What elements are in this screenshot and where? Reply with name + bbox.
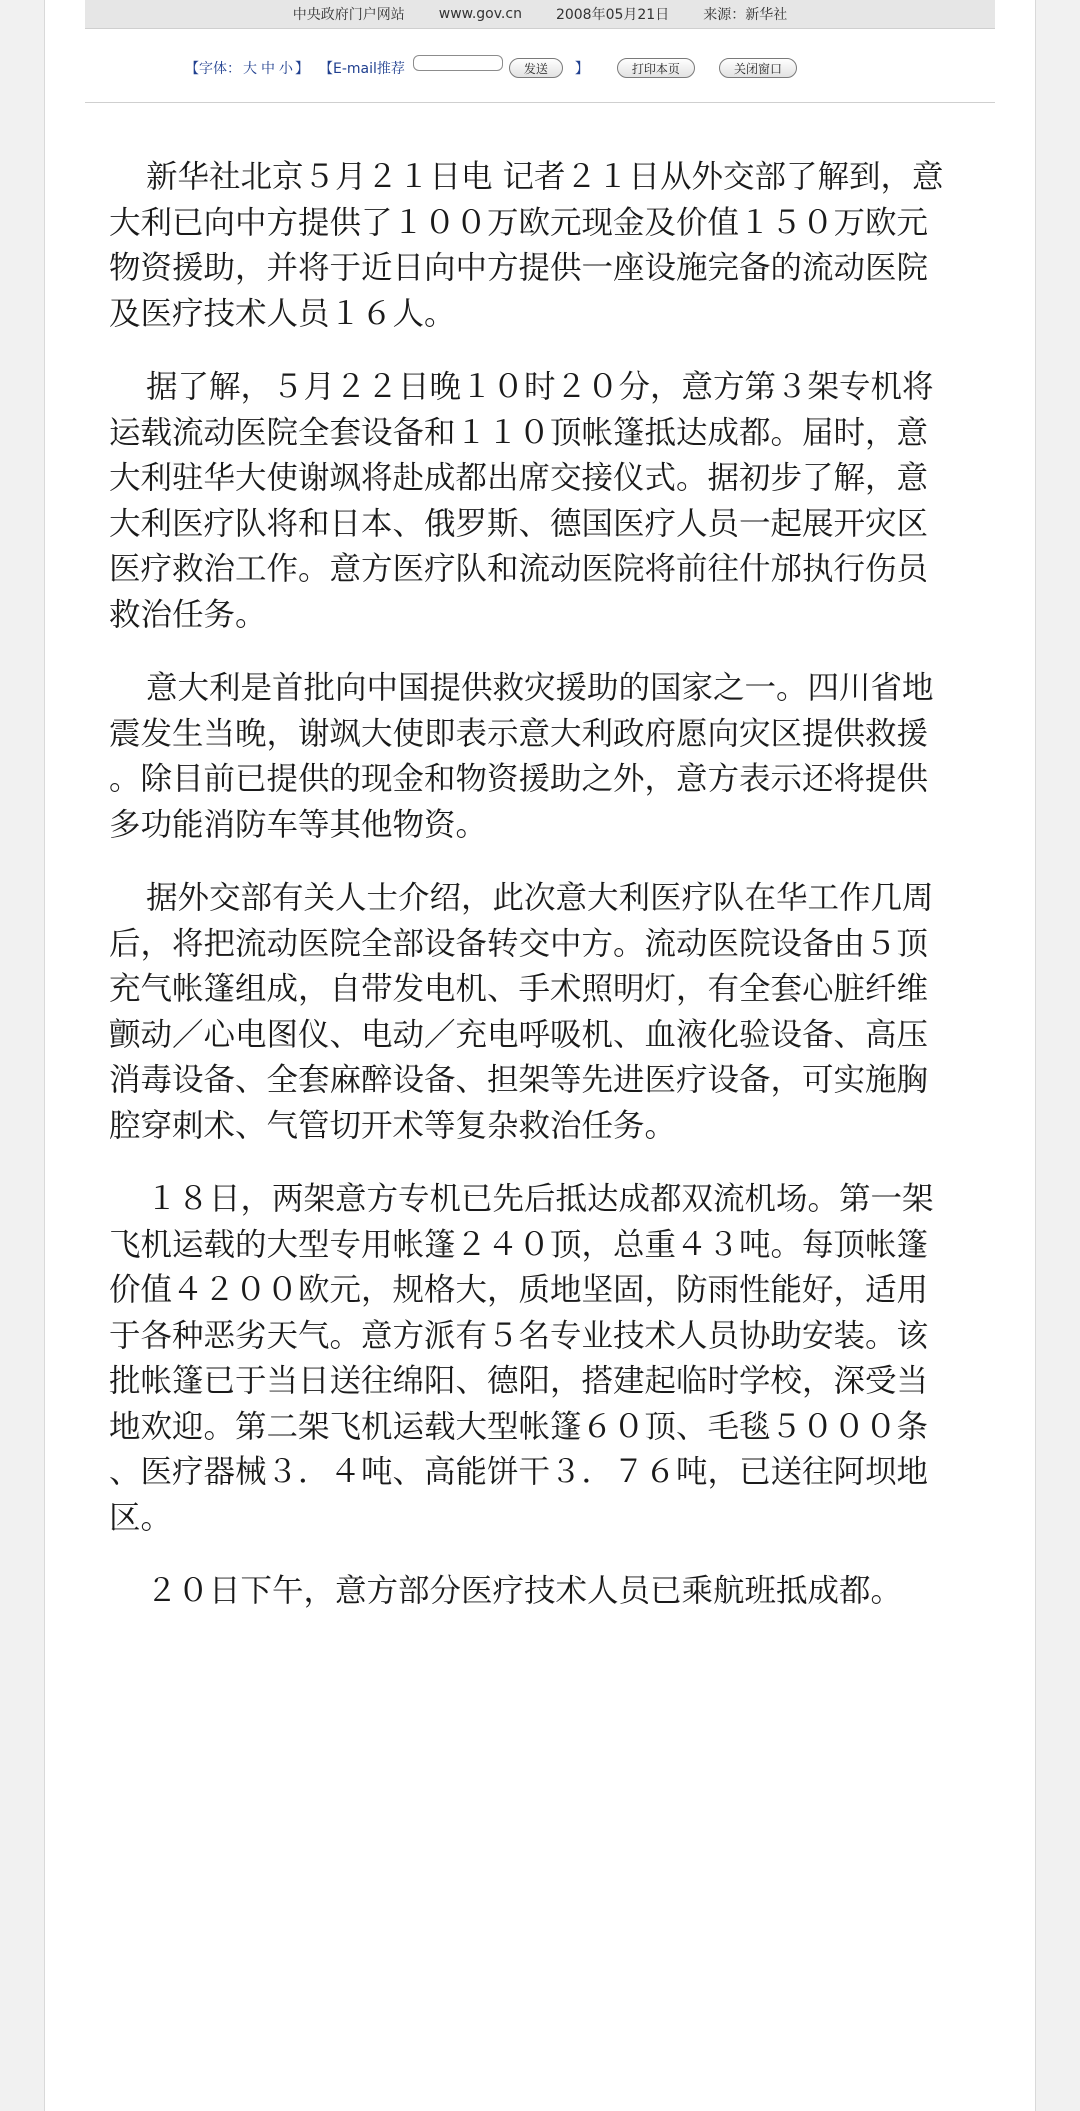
- publish-date: 2008年05月21日: [555, 7, 670, 23]
- send-button[interactable]: 发送: [509, 58, 563, 78]
- font-size-label: 字体：: [199, 61, 241, 77]
- email-bracket-open: 【: [319, 61, 333, 77]
- article-page: [44, 0, 1036, 2111]
- email-recommend-group: [319, 58, 589, 78]
- article-paragraph: 据外交部有关人士介绍，此次意大利医疗队在华工作几周后，将把流动医院全部设备转交中方。流动医院设备由５顶充气帐篷组成，自带发电机、手术照明灯，有全套心脏纤维颤动／心电图仪、电动／充电呼吸机、血液化验设备、高压消毒设备、全套麻醉设备、担架等先进医疗设备，可实施胸腔穿刺术、气管切开术等复杂救治任务。: [109, 880, 934, 1144]
- site-url: www.gov.cn: [438, 6, 522, 22]
- email-bracket-close: 】: [574, 61, 589, 77]
- article-source: 来源：新华社: [703, 7, 788, 23]
- email-input[interactable]: [413, 55, 503, 71]
- article-paragraph: 据了解，５月２２日晚１０时２０分，意方第３架专机将运载流动医院全套设备和１１０顶帐篷抵达成都。届时，意大利驻华大使谢飒将赴成都出席交接仪式。据初步了解，意大利医疗队将和日本、俄罗斯、德国医疗人员一起展开灾区医疗救治工作。意方医疗队和流动医院将前往什邡执行伤员救治任务。: [109, 369, 934, 633]
- print-page-button[interactable]: 打印本页: [617, 58, 695, 78]
- font-size-group: [185, 58, 309, 78]
- email-recommend-label: E-mail推荐: [333, 61, 405, 77]
- font-medium-link[interactable]: 中: [261, 61, 275, 77]
- article-paragraph: ２０日下午，意方部分医疗技术人员已乘航班抵成都。: [146, 1573, 903, 1609]
- font-small-link[interactable]: 小: [279, 61, 293, 77]
- article-paragraph: 新华社北京５月２１日电 记者２１日从外交部了解到，意大利已向中方提供了１００万欧元现金及价值１５０万欧元物资援助，并将于近日向中方提供一座设施完备的流动医院及医疗技术人员１６人。: [109, 159, 944, 332]
- article-paragraph: １８日，两架意方专机已先后抵达成都双流机场。第一架飞机运载的大型专用帐篷２４０顶，总重４３吨。每顶帐篷价值４２００欧元，规格大，质地坚固，防雨性能好，适用于各种恶劣天气。意方派有５名专业技术人员协助安装。该批帐篷已于当日送往绵阳、德阳，搭建起临时学校，深受当地欢迎。第二架飞机运载大型帐篷６０顶、毛毯５０００条、医疗器械３．４吨、高能饼干３．７６吨，已送往阿坝地区。: [109, 1181, 934, 1536]
- font-bracket-close: 】: [295, 61, 309, 77]
- article-toolbar: [85, 50, 995, 86]
- font-large-link[interactable]: 大: [243, 61, 257, 77]
- article-body: [109, 155, 959, 1643]
- close-window-button[interactable]: 关闭窗口: [719, 58, 797, 78]
- header-divider: [85, 102, 995, 103]
- site-name: 中央政府门户网站: [292, 7, 405, 23]
- article-paragraph: 意大利是首批向中国提供救灾援助的国家之一。四川省地震发生当晚，谢飒大使即表示意大利政府愿向灾区提供救援。除目前已提供的现金和物资援助之外，意方表示还将提供多功能消防车等其他物资。: [109, 670, 934, 843]
- article-meta-bar: [85, 0, 995, 29]
- font-bracket-open: 【: [185, 61, 199, 77]
